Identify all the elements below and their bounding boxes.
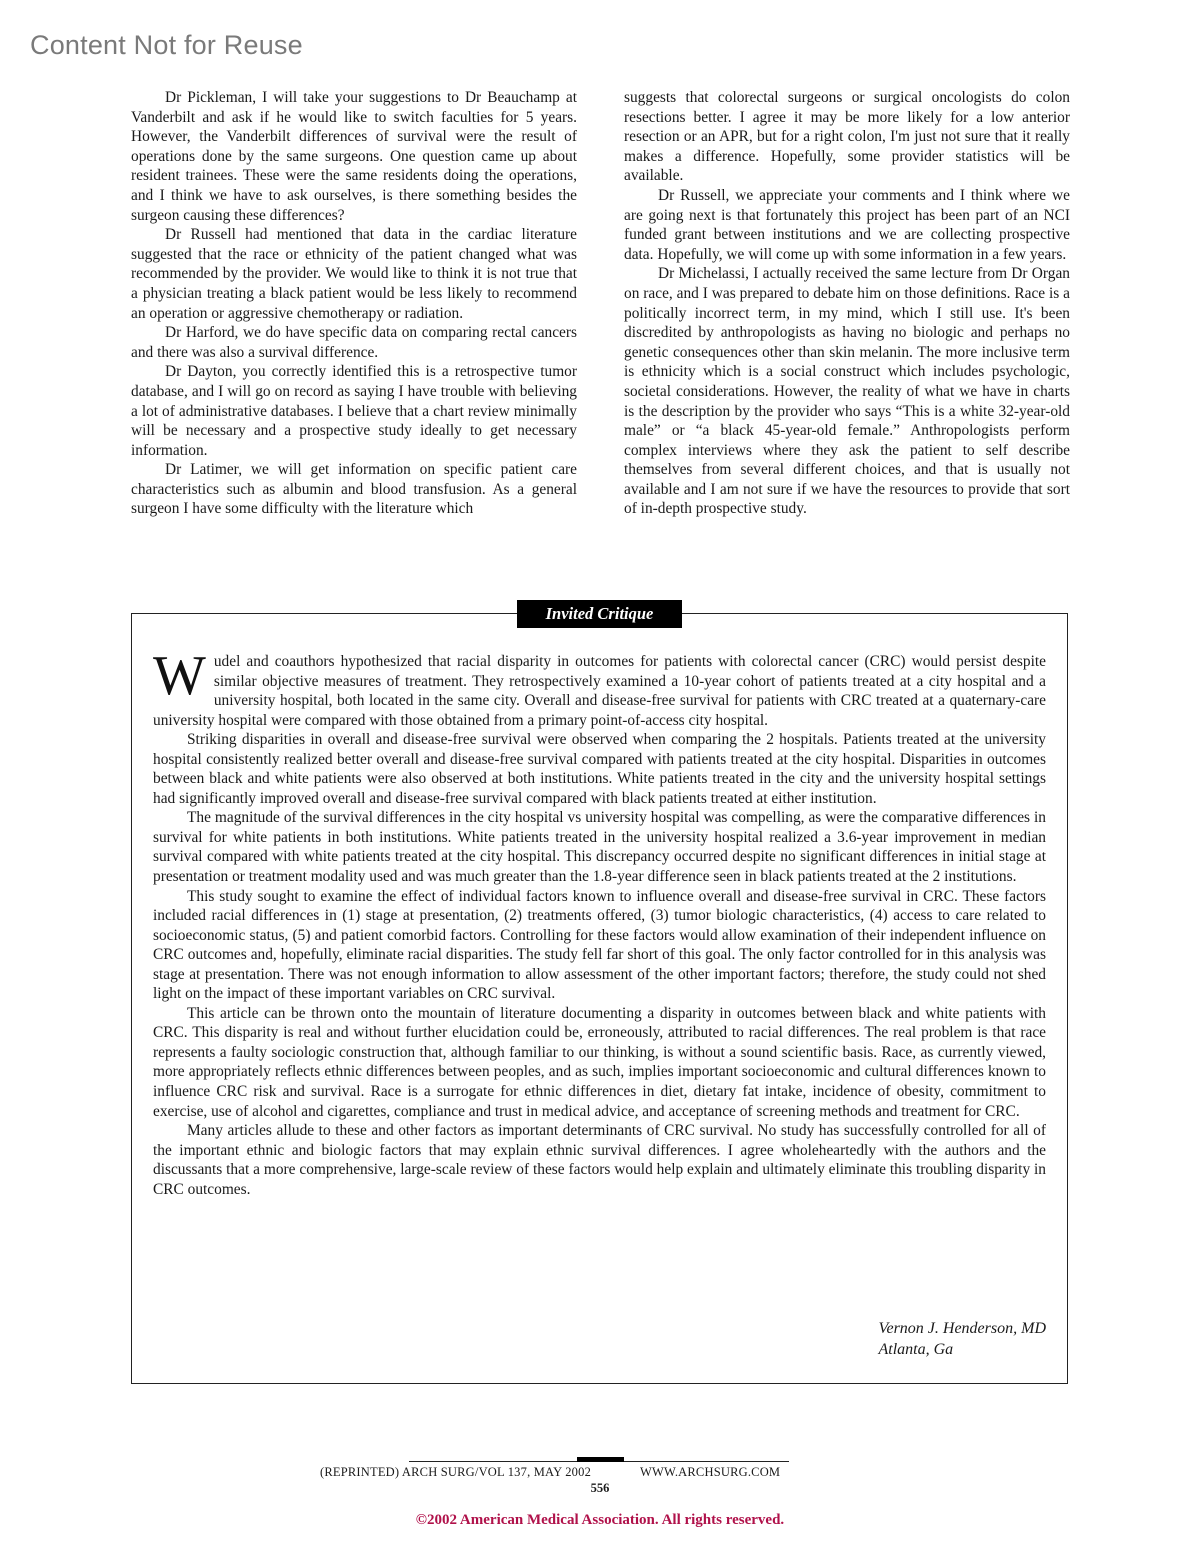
watermark-text: Content Not for Reuse: [30, 30, 303, 60]
critique-first-paragraph: [153, 645, 1046, 730]
page-number: 556: [590, 1481, 610, 1495]
paragraph: suggests that colorectal surgeons or surgical oncologists do colon resections better. I agree it may be more likely for a low anterior resection or an APR, but for a right colon, I'm just not sure that it really makes a difference. Hopefully, some provider statistics will be available.: [624, 89, 1070, 185]
author-name: Vernon J. Henderson, MD: [878, 1320, 1046, 1337]
paragraph: Dr Russell had mentioned that data in the cardiac literature suggested that the race or ethnicity of the patient changed what was recommended by the provider. We would like to think it is not true that a physician treating a black patient would be less likely to recommend an operation or aggressive chemotherapy or radiation.: [131, 226, 577, 322]
left-column: [131, 88, 577, 519]
critique-body: [153, 645, 1046, 1199]
copyright-notice: ©2002 American Medical Association. All rights reserved.: [415, 1512, 785, 1528]
critique-paragraph: This study sought to examine the effect of individual factors known to influence overall and disease-free survival in CRC. These factors included racial differences in (1) stage at presentation, (2) treatments offered, (3) tumor biologic characteristics, (4) access to care related to socioeconomic status, (5) and patient comorbid factors. Controlling for these factors would allow examination of their independent influence on CRC outcomes and, hopefully, eliminate racial disparities. The study fell far short of this goal. The only factor controlled for in this analysis was stage at presentation. There was not enough information to allow assessment of the other important factors; therefore, the study could not shed light on the impact of these important variables on CRC survival.: [153, 887, 1046, 1003]
paragraph: Dr Harford, we do have specific data on comparing rectal cancers and there was also a survival difference.: [131, 324, 577, 361]
footer-tab: [577, 1457, 624, 1462]
author-signature: [878, 1318, 1046, 1360]
paragraph: Dr Russell, we appreciate your comments and I think where we are going next is that fortunately this project has been part of an NCI funded grant between institutions and we are collecting prospective data. Hopefully, we will come up with some information in a few years.: [624, 186, 1070, 263]
paragraph: Dr Latimer, we will get information on specific patient care characteristics such as albumin and blood transfusion. As a general surgeon I have some difficulty with the literature which: [131, 461, 577, 518]
critique-paragraph: Many articles allude to these and other factors as important determinants of CRC survival. No study has successfully controlled for all of the important ethnic and biologic factors that may explain ethnic survival differences. I agree wholeheartedly with the authors and the discussants that a more comprehensive, large-scale review of these factors would help explain and ultimately eliminate this troubling disparity in CRC outcomes.: [153, 1122, 1046, 1198]
critique-first-paragraph-text: udel and coauthors hypothesized that racial disparity in outcomes for patients with colorectal cancer (CRC) would persist despite similar objective measures of treatment. They retrospectively examined a 10-year cohort of patients treated at a city hospital and a university hospital, both located in the same city. Overall and disease-free survival for patients with CRC treated at a quaternary-care university hospital were compared with those obtained from a primary point-of-access city hospital.: [153, 653, 1046, 729]
journal-website: WWW.ARCHSURG.COM: [640, 1465, 781, 1479]
critique-paragraph: The magnitude of the survival differences in the city hospital vs university hospital was compelling, as were the comparative differences in survival for white patients in both institutions. White patients treated in the university hospital realized a 3.6-year improvement in median survival compared with white patients treated at the city hospital. This discrepancy occurred despite no significant differences in initial stage at presentation or treatment modality used and was much greater than the 1.8-year difference seen in black patients treated at the 2 institutions.: [153, 809, 1046, 886]
critique-paragraph: Striking disparities in overall and disease-free survival were observed when comparing the 2 hospitals. Patients treated at the university hospital consistently realized better overall and disease-free survival compared with patients treated at the city hospital. Disparities in outcomes between black and white patients were also observed at both institutions. White patients treated in the city and the university hospital settings had significantly improved overall and disease-free survival compared with black patients treated at either institution.: [153, 731, 1046, 807]
right-column: [624, 88, 1070, 519]
paragraph: Dr Michelassi, I actually received the same lecture from Dr Organ on race, and I was prepared to debate him on those definitions. Race is a politically incorrect term, in my mind, which I still use. It's been discredited by anthropologists as having no biologic and perhaps no genetic consequences other than skin melanin. The more inclusive term is ethnicity which is a social construct which includes psychologic, societal considerations. However, the reality of what we have in charts is the description by the provider who says “This is a white 32-year-old male” or “a black 45-year-old female.” Anthropologists perform complex interviews where they ask the patient to self describe themselves from several different choices, and that is usually not available and I am not sure if we have the resources to provide that sort of in-depth prospective study.: [624, 265, 1070, 518]
critique-paragraph: This article can be thrown onto the mountain of literature documenting a disparity in outcomes between black and white patients with CRC. This disparity is real and without further elucidation could be, erroneously, attributed to racial differences. The real problem is that race represents a faulty sociologic construction that, although familiar to our thinking, is without a sound scientific basis. Race, as currently viewed, more appropriately reflects ethnic differences between peoples, and as such, implies important socioeconomic and cultural differences known to influence CRC risk and survival. Race is a surrogate for ethnic differences in diet, dietary fat intake, incidence of obesity, commitment to exercise, use of alcohol and cigarettes, compliance and trust in medical advice, and acceptance of screening methods and treatment for CRC.: [153, 1004, 1046, 1120]
discussion-columns: [131, 88, 1070, 519]
paragraph: Dr Pickleman, I will take your suggestions to Dr Beauchamp at Vanderbilt and ask if he would like to switch faculties for 5 years. However, the Vanderbilt differences of survival were the result of operations done by the same surgeons. One question came up about resident trainees. These were the same residents doing the operations, and I think we have to ask ourselves, is there something besides the surgeon causing these differences?: [131, 89, 577, 224]
journal-citation: (REPRINTED) ARCH SURG/VOL 137, MAY 2002: [320, 1465, 592, 1479]
paragraph: Dr Dayton, you correctly identified this is a retrospective tumor database, and I will go on record as saying I have trouble with believing a lot of administrative databases. I believe that a chart review minimally will be necessary and a prospective study ideally to get necessary information.: [131, 363, 577, 459]
drop-cap: W: [153, 645, 206, 707]
invited-critique-label: Invited Critique: [517, 600, 682, 628]
author-location: Atlanta, Ga: [878, 1341, 954, 1358]
